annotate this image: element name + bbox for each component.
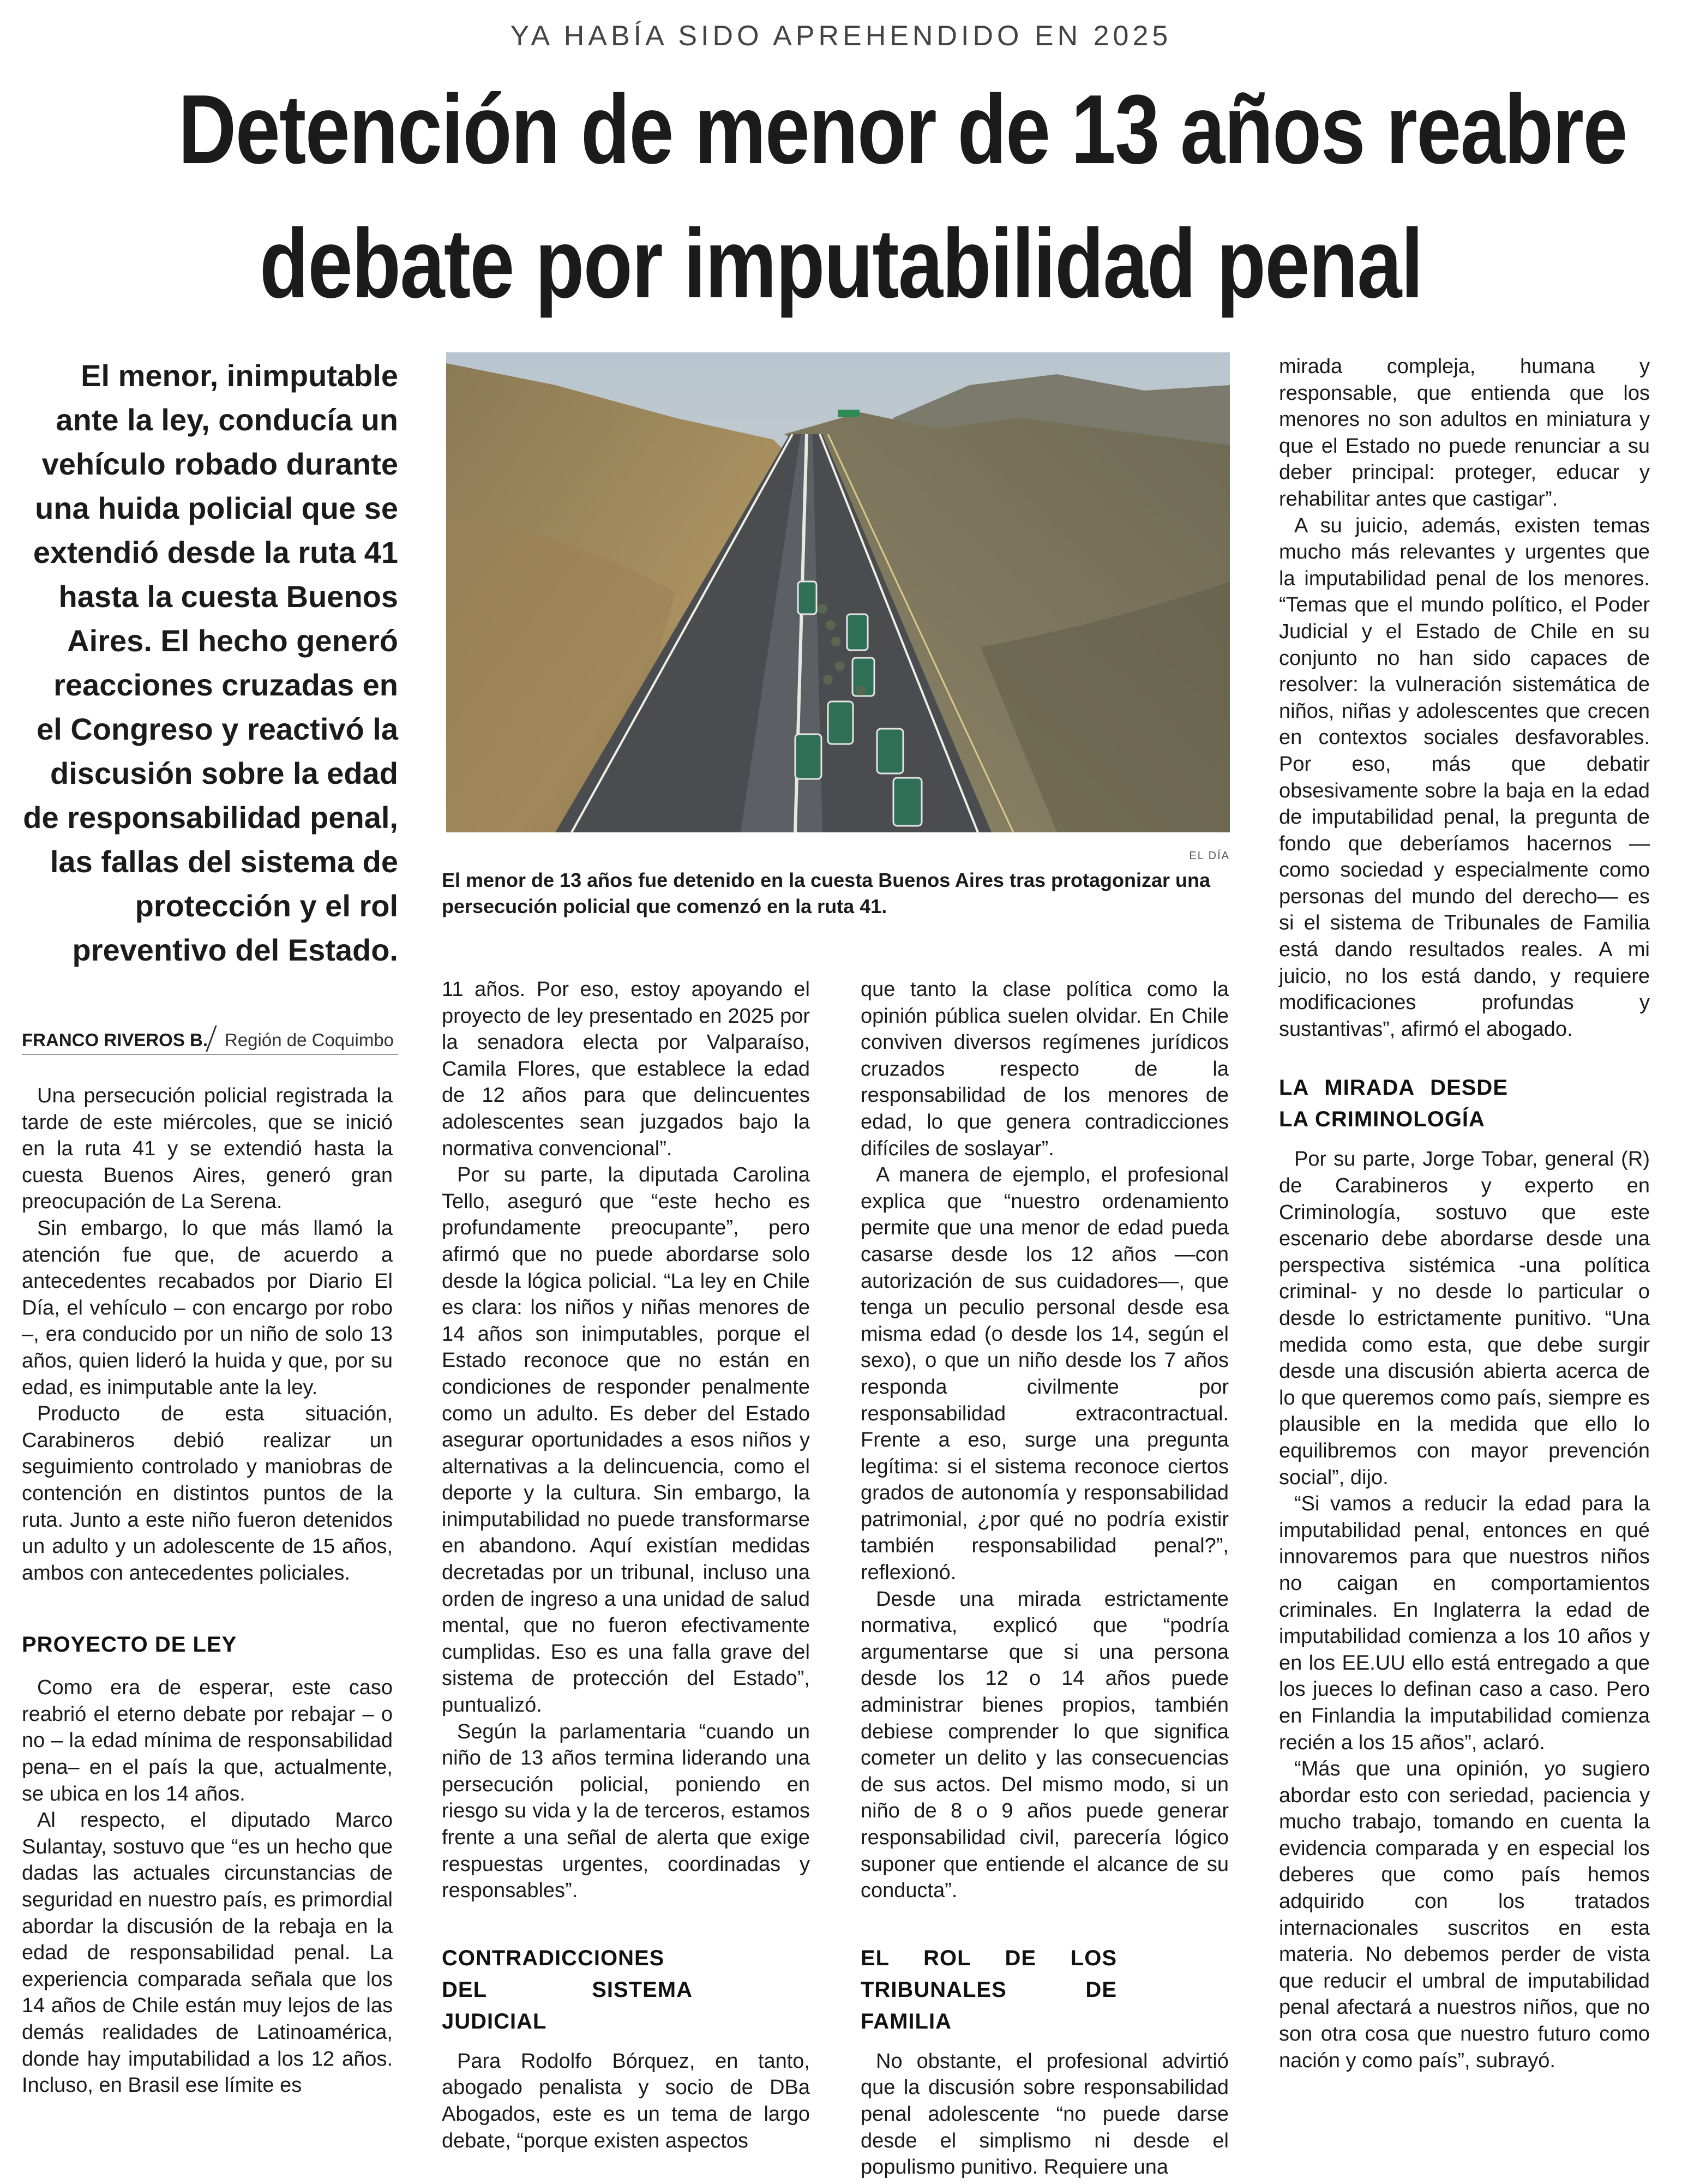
section-heading: EL ROL DE LOS TRIBUNALES DE FAMILIA bbox=[861, 1946, 1117, 2033]
paragraph: 11 años. Por eso, estoy apoyando el proyecto de ley presentado en 2025 por la senadora electa por Valparaíso, Camila Flores, que establece la edad de 12 años para que delincuentes adolescentes sean juzgados bajo la normativa convencional”. bbox=[442, 978, 810, 1160]
author-name: FRANCO RIVEROS B. bbox=[22, 1030, 208, 1050]
headline bbox=[178, 63, 1627, 331]
paragraph: Según la parlamentaria “cuando un niño de 13 años termina liderando una persecución policial, poniendo en riesgo su vida y la de terceros, estamos frente a una señal de alerta que exige respuestas urgentes, coordinadas y responsables”. bbox=[442, 1720, 810, 1903]
paragraph: que tanto la clase política como la opinión pública suelen olvidar. En Chile conviven diversos regímenes jurídicos cruzados respecto de la responsabilidad de los menores de edad, lo que genera contradicciones difíciles de soslayar”. bbox=[861, 978, 1229, 1160]
kicker: YA HABÍA SIDO APREHENDIDO EN 2025 bbox=[510, 20, 1172, 52]
byline bbox=[22, 1025, 398, 1058]
photo-credit: EL DÍA bbox=[1189, 850, 1230, 862]
section-heading: PROYECTO DE LEY bbox=[22, 1633, 237, 1657]
paragraph: Una persecución policial registrada la tarde de este miércoles, que se inició en la ruta 41 y se extendió hasta la cuesta Buenos Aires, generó gran preocupación de La Serena. bbox=[22, 1084, 393, 1214]
paragraph: Como era de esperar, este caso reabrió el eterno debate por rebajar – o no – la edad mínima de responsabilidad pena– en el país la que, actualmente, se ubica en los 14 años. bbox=[22, 1676, 393, 1805]
highway-photo-illustration bbox=[446, 352, 1230, 832]
headline-line-2: debate por imputabilidad penal bbox=[259, 209, 1423, 319]
paragraph: No obstante, el profesional advirtió que la discusión sobre responsabilidad penal adolescente “no puede darse desde el simplismo ni desde el populismo punitivo. Requiere una bbox=[861, 2049, 1229, 2179]
column-2 bbox=[442, 976, 810, 2154]
section-heading: LA MIRADA DESDE LA CRIMINOLOGÍA bbox=[1279, 1076, 1508, 1132]
paragraph: Producto de esta situación, Carabineros debió realizar un seguimiento controlado y maniobras de contención en distintos puntos de la ruta. Junto a este niño fueron detenidos un adulto y un adolescente de 15 años, ambos con antecedentes policiales. bbox=[22, 1402, 393, 1585]
column-1 bbox=[22, 1083, 393, 2099]
paragraph: Al respecto, el diputado Marco Sulantay, sostuvo que “es un hecho que dadas las actuales circunstancias de seguridad en nuestro país, es primordial abordar la discusión de la rebaja en la edad de responsabilidad penal. La experiencia comparada señala que los 14 años de Chile están muy lejos de las demás realidades de Latinoamérica, donde hay imputabilidad a los 12 años. Incluso, en Brasil ese límite es bbox=[22, 1809, 393, 2097]
paragraph: mirada compleja, humana y responsable, que entienda que los menores no son adultos en miniatura y que el Estado no puede renunciar a su deber principal: proteger, educar y rehabilitar antes que castigar”. bbox=[1279, 355, 1650, 511]
paragraph: A manera de ejemplo, el profesional explica que “nuestro ordenamiento permite que una menor de edad pueda casarse desde los 12 años —con autorización de sus cuidadores—, que tenga un peculio personal desde esa misma edad (o desde los 14, según el sexo), o que un niño desde los 7 años responda civilmente por responsabilidad extracontractual. Frente a eso, surge una pregunta legítima: si el sistema reconoce ciertos grados de autonomía y responsabilidad patrimonial, ¿por qué no podría existir también responsabilidad penal?”, reflexionó. bbox=[861, 1163, 1229, 1585]
headline-line-1: Detención de menor de 13 años reabre bbox=[178, 75, 1627, 184]
column-3 bbox=[861, 976, 1229, 2181]
author-region: Región de Coquimbo bbox=[225, 1030, 394, 1050]
paragraph: Por su parte, Jorge Tobar, general (R) de Carabineros y experto en Criminología, sostuvo que este escenario debe abordarse desde una perspectiva sistémica -una política criminal- y no desde lo particular o desde lo estrictamente punitivo. “Una medida como esta, que debe surgir desde una discusión abierta acerca de lo que queremos como país, siempre es plausible en la medida que ello lo equilibremos con mayor prevención social”, dijo. bbox=[1279, 1148, 1650, 1489]
highway-photo bbox=[446, 352, 1230, 832]
paragraph: Para Rodolfo Bórquez, en tanto, abogado penalista y socio de DBa Abogados, este es un tema de largo debate, “porque existen aspectos bbox=[442, 2049, 810, 2152]
byline-rule bbox=[22, 1054, 398, 1055]
paragraph: “Más que una opinión, yo sugiero abordar esto con seriedad, paciencia y mucho trabajo, tomando en cuenta la evidencia comparada y en especial los deberes que como país hemos adquirido con los tratados internacionales suscritos en esta materia. No debemos perder de vista que reducir el umbral de imputabilidad penal afectará a nuestros niños, que no son otra cosa que nuestro futuro como nación y como país”, subrayó. bbox=[1279, 1757, 1650, 2072]
section-heading: CONTRADICCIONES DEL SISTEMA JUDICIAL bbox=[442, 1946, 693, 2033]
paragraph: Por su parte, la diputada Carolina Tello, aseguró que “este hecho es profundamente preocupante”, pero afirmó que no puede abordarse solo desde la lógica policial. “La ley en Chile es clara: los niños y niñas menores de 14 años son inimputables, porque el Estado reconoce que no están en condiciones de responder penalmente como un adulto. Es deber del Estado asegurar oportunidades a esos niños y alternativas a la delincuencia, como el deporte y la cultura. Sin embargo, la inimputabilidad no puede transformarse en abandono. Aquí existían medidas decretadas por un tribunal, incluso una orden de ingreso a una unidad de salud mental, que no fueron efectivamente cumplidas. Eso es una falla grave del sistema de protección del Estado”, puntualizó. bbox=[442, 1163, 810, 1717]
photo-caption: El menor de 13 años fue detenido en la cuesta Buenos Aires tras protagonizar una persecución policial que comenzó en la ruta 41. bbox=[442, 869, 1211, 917]
lead-paragraph: El menor, inimputable ante la ley, conducía un vehículo robado durante una huida policial que se extendió desde la ruta 41 hasta la cuesta Buenos Aires. El hecho generó reacciones cruzadas en el Congreso y reactivó la discusión sobre la edad de responsabilidad penal, las fallas del sistema de protección y el rol preventivo del Estado. bbox=[23, 358, 398, 967]
column-4 bbox=[1279, 353, 1650, 2074]
paragraph: A su juicio, además, existen temas mucho más relevantes y urgentes que la imputabilidad penal de los menores. “Temas que el mundo político, el Poder Judicial y el Estado de Chile en su conjunto no han sido capaces de resolver: la vulneración sistemática de niños, niñas y adolescentes que crecen en contextos sociales desfavorables. Por eso, más que debatir obsesivamente sobre la baja en la edad de imputabilidad penal, la pregunta de fondo que deberíamos hacernos —como sociedad y especialmente como personas del mundo del derecho— es si el sistema de Tribunales de Familia está dando resultados reales. A mi juicio, no los está dando, y requiere modificaciones profundas y sustantivas”, afirmó el abogado. bbox=[1279, 514, 1650, 1041]
paragraph: Sin embargo, lo que más llamó la atención fue que, de acuerdo a antecedentes recabados por Diario El Día, el vehículo – con encargo por robo –, era conducido por un niño de solo 13 años, quien lideró la huida y que, por su edad, es inimputable ante la ley. bbox=[22, 1216, 393, 1399]
paragraph: Desde una mirada estrictamente normativa, explicó que “podría argumentarse que si una persona desde los 12 o 14 años puede administrar bienes propios, también debiese comprender lo que significa cometer un delito y las consecuencias de sus actos. Del mismo modo, si un niño de 8 o 9 años puede generar responsabilidad civil, parecería lógico suponer que entiende el alcance de su conducta”. bbox=[861, 1587, 1229, 1903]
paragraph: “Si vamos a reducir la edad para la imputabilidad penal, entonces en qué innovaremos para que nuestros niños no caigan en comportamientos criminales. En Inglaterra la edad de imputabilidad comienza a los 10 años y en los EE.UU ello está entregado a que los jueces lo definan caso a caso. Pero en Finlandia la imputabilidad comienza recién a los 15 años”, aclaró. bbox=[1279, 1492, 1650, 1754]
